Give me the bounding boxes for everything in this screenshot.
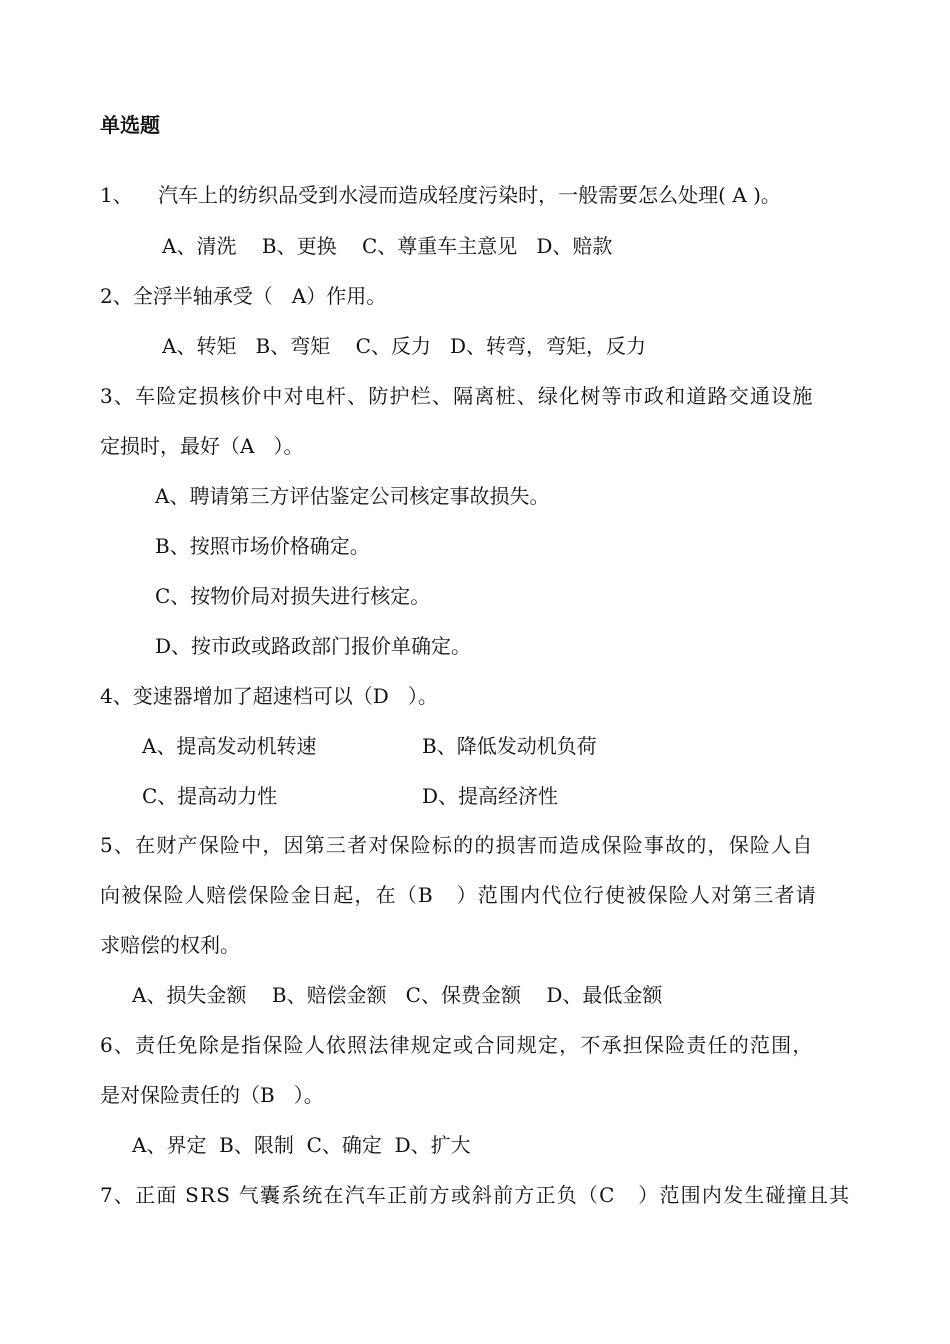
question-4-option-c: C、提高动力性: [142, 784, 278, 808]
question-3-option-b: B、按照市场价格确定。: [155, 534, 370, 558]
question-3-stem-line-1: 3、车险定损核价中对电杆、防护栏、隔离桩、绿化树等市政和道路交通设施: [100, 384, 814, 408]
question-6-stem-line-1: 6、责任免除是指保险人依照法律规定或合同规定，不承担保险责任的范围，: [100, 1033, 814, 1057]
question-5-stem-line-3: 求赔偿的权利。: [100, 933, 240, 957]
question-5-stem-line-1: 5、在财产保险中，因第三者对保险标的的损害而造成保险事故的，保险人自: [100, 833, 814, 857]
question-4-option-d: D、提高经济性: [422, 784, 559, 808]
question-2-stem: 2、全浮半轴承受（ A）作用。: [100, 284, 387, 308]
question-1-options: A、清洗 B、更换 C、尊重车主意见 D、赔款: [162, 234, 613, 258]
question-3-option-d: D、按市政或路政部门报价单确定。: [155, 634, 472, 658]
question-4-stem: 4、变速器增加了超速档可以（D ）。: [100, 684, 438, 708]
question-5-options: A、损失金额 B、赔偿金额 C、保费金额 D、最低金额: [132, 983, 663, 1007]
question-7-stem-line-1: 7、正面 SRS 气囊系统在汽车正前方或斜前方正负（C ）范围内发生碰撞且其: [100, 1183, 851, 1207]
question-5-stem-line-2: 向被保险人赔偿保险金日起，在（B ）范围内代位行使被保险人对第三者请: [100, 883, 817, 907]
question-3-option-a: A、聘请第三方评估鉴定公司核定事故损失。: [155, 484, 550, 508]
section-title: 单选题: [100, 113, 160, 137]
question-4-option-b: B、降低发动机负荷: [422, 734, 597, 758]
question-6-options: A、界定 B、限制 C、确定 D、扩大: [132, 1133, 471, 1157]
question-6-stem-line-2: 是对保险责任的（B ）。: [100, 1083, 324, 1107]
question-1-stem: 1、 汽车上的纺织品受到水浸而造成轻度污染时，一般需要怎么处理( A )。: [100, 183, 781, 207]
question-2-options: A、转矩 B、弯矩 C、反力 D、转弯，弯矩，反力: [162, 334, 647, 358]
question-3-option-c: C、按物价局对损失进行核定。: [155, 584, 431, 608]
question-3-stem-line-2: 定损时，最好（A ）。: [100, 434, 304, 458]
question-4-option-a: A、提高发动机转速: [142, 734, 317, 758]
